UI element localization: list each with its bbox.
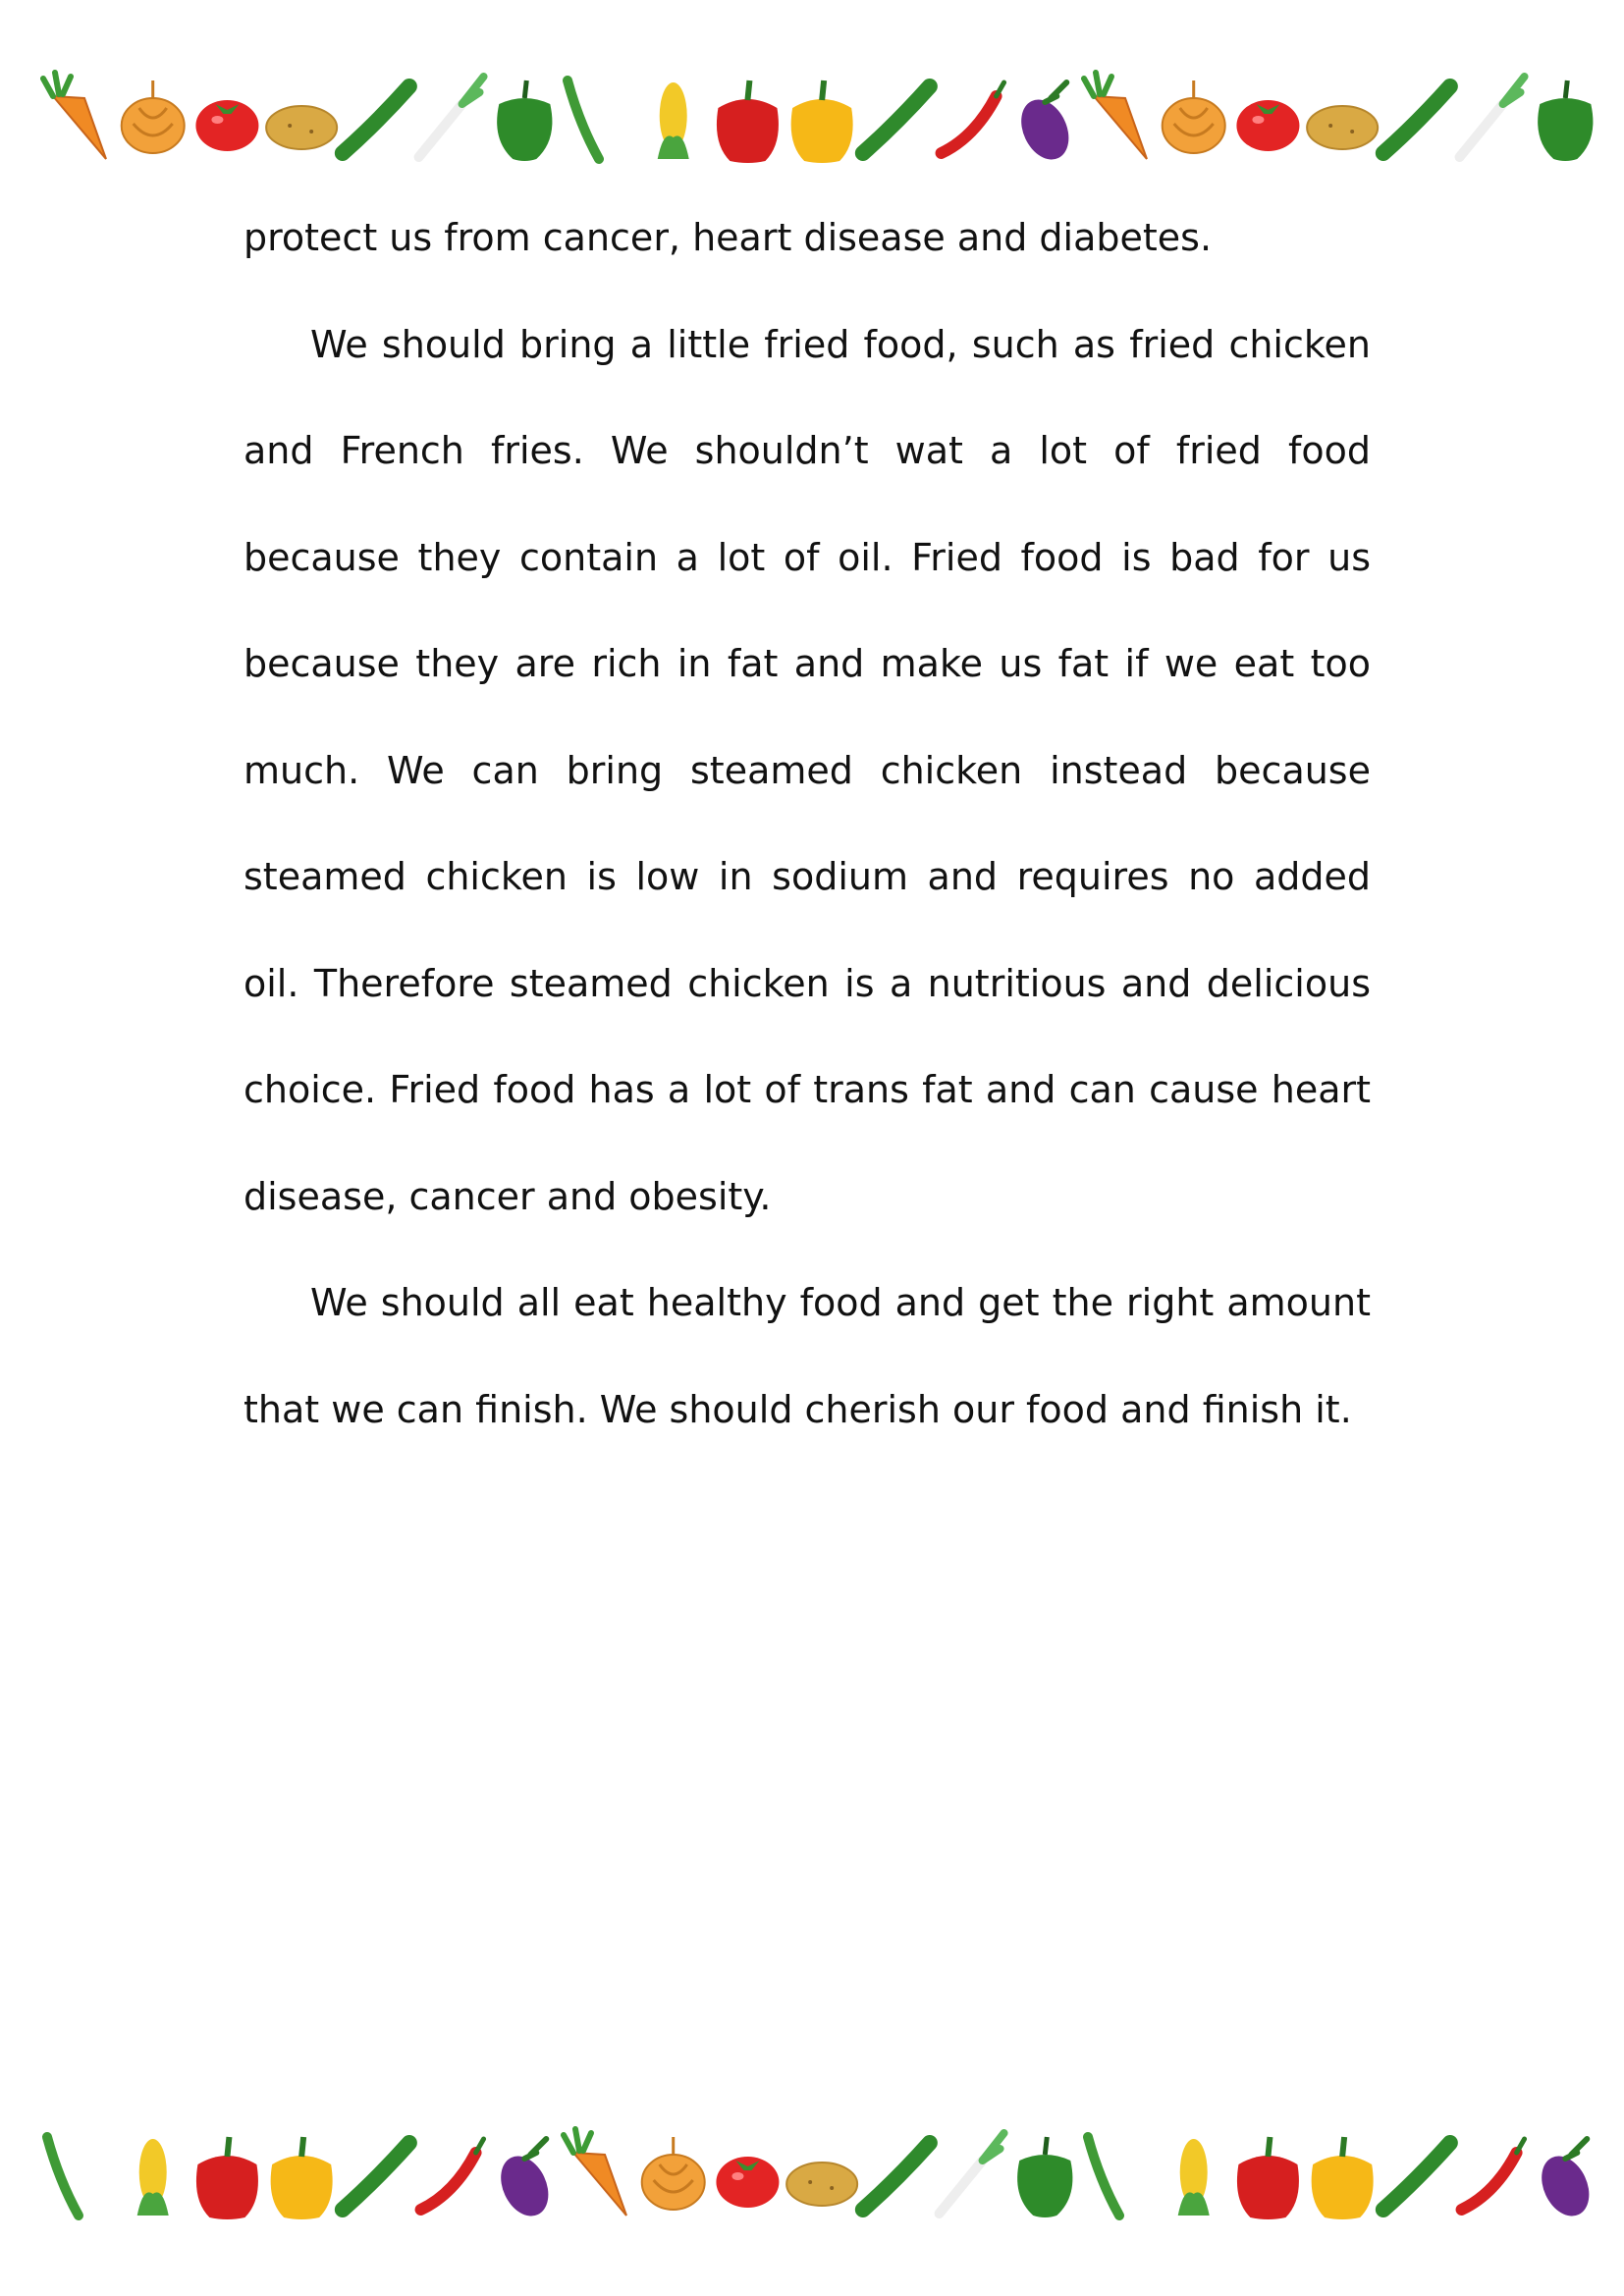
paragraph-fried-food: We should bring a little fried food, such as fried chicken and French fries. We shouldn’t wat a lot of fried food because they contain a lot of oil. Fried food is bad for us because they are rich in fat and make us fat if we eat too much. We can bring steamed chicken instead because steamed chicken is low in sodium and requires no added oil. Therefore steamed chicken is a nutritious and delicious choice. Fried food has a lot of trans fat and can cause heart disease, cancer and obesity. bbox=[244, 322, 1371, 1218]
carrot-icon bbox=[43, 73, 106, 159]
carrot-icon bbox=[564, 2129, 626, 2216]
potato-icon bbox=[786, 2163, 857, 2206]
vegetable-border-top bbox=[39, 49, 1600, 187]
cucumber-icon bbox=[1383, 2143, 1450, 2210]
greenpepper-icon bbox=[1538, 80, 1593, 161]
cucumber-icon bbox=[1383, 86, 1450, 153]
cucumber-icon bbox=[863, 2143, 930, 2210]
redchili-icon bbox=[421, 2139, 484, 2210]
redchili-icon bbox=[942, 82, 1004, 153]
redpepper-icon bbox=[1237, 2137, 1299, 2219]
leek-icon bbox=[940, 2133, 1004, 2214]
eggplant-icon bbox=[492, 2139, 558, 2223]
chili-icon bbox=[568, 80, 599, 159]
eggplant-icon bbox=[1533, 2139, 1598, 2223]
carrot-icon bbox=[1084, 73, 1147, 159]
yellowpepper-icon bbox=[271, 2137, 333, 2219]
chili-icon bbox=[1088, 2137, 1119, 2216]
redchili-icon bbox=[1462, 2139, 1525, 2210]
onion-icon bbox=[1163, 80, 1225, 153]
cucumber-icon bbox=[343, 86, 409, 153]
vegetable-border-bottom bbox=[39, 2106, 1600, 2243]
paragraph-conclusion: We should all eat healthy food and get the right amount that we can finish. We should cherish our food and finish it. bbox=[244, 1281, 1371, 1431]
chili-icon bbox=[47, 2137, 79, 2216]
tomato-icon bbox=[195, 100, 258, 151]
cucumber-icon bbox=[863, 86, 930, 153]
corn-icon bbox=[137, 2139, 169, 2216]
redpepper-icon bbox=[196, 2137, 258, 2219]
leek-icon bbox=[419, 77, 484, 157]
potato-icon bbox=[266, 106, 337, 149]
leek-icon bbox=[1460, 77, 1525, 157]
eggplant-icon bbox=[1012, 82, 1078, 167]
cucumber-icon bbox=[343, 2143, 409, 2210]
potato-icon bbox=[1307, 106, 1378, 149]
yellowpepper-icon bbox=[1312, 2137, 1374, 2219]
corn-icon bbox=[658, 82, 689, 159]
tomato-icon bbox=[716, 2157, 779, 2208]
onion-icon bbox=[122, 80, 185, 153]
yellowpepper-icon bbox=[791, 80, 853, 163]
greenpepper-icon bbox=[497, 80, 552, 161]
greenpepper-icon bbox=[1017, 2137, 1072, 2217]
tomato-icon bbox=[1236, 100, 1299, 151]
onion-icon bbox=[642, 2137, 705, 2210]
redpepper-icon bbox=[717, 80, 779, 163]
corn-icon bbox=[1178, 2139, 1210, 2216]
paragraph-continuation: protect us from cancer, heart disease and diabetes. bbox=[244, 216, 1213, 259]
essay-body bbox=[244, 185, 1371, 1463]
